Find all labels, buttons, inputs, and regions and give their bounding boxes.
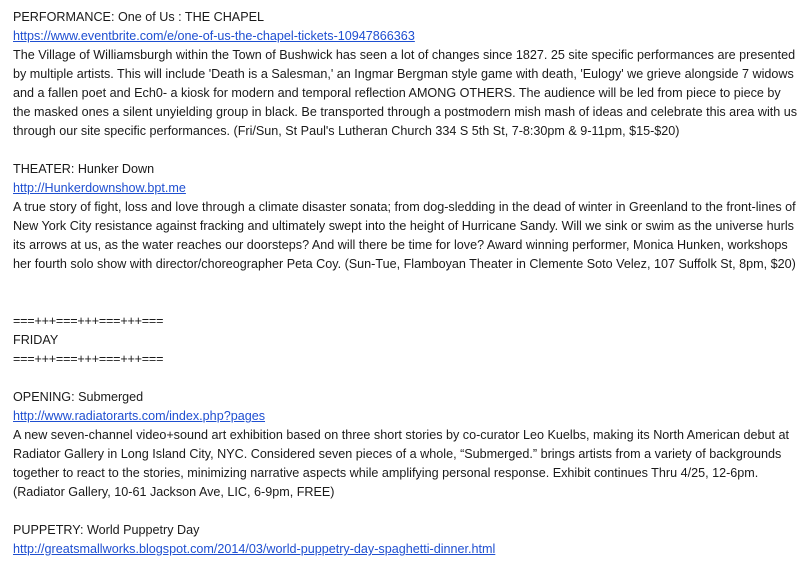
blank-line: [13, 141, 799, 160]
event-entry: [13, 8, 799, 141]
event-title: THEATER: Hunker Down: [13, 162, 155, 176]
section-day-label: FRIDAY: [13, 333, 59, 347]
blank-line: [13, 293, 799, 312]
section-separator: ===+++===+++===+++===: [13, 352, 164, 366]
document-body: [13, 8, 799, 559]
day-section-header: [13, 312, 799, 369]
event-link[interactable]: http://greatsmallworks.blogspot.com/2014/03/world-puppetry-day-spaghetti-dinner.html: [13, 542, 496, 556]
event-description: A true story of fight, loss and love through a climate disaster sonata; from dog-sledding in the dead of winter in Greenland to the front-lines of New York City resistance against fracking and ultimately swept into the height of Hurricane Sandy. Will we sink or swim as the universe hurls its arrows at us, as the water reaches our doorsteps? And will there be time for love? Award winning performer, Monica Hunken, workshops her fourth solo show with director/choreographer Peta Coy. (Sun-Tue, Flamboyan Theater in Clemente Soto Velez, 107 Suffolk St, 8pm, $20): [13, 200, 796, 271]
blank-line: [13, 274, 799, 293]
blank-line: [13, 502, 799, 521]
event-entry: [13, 160, 799, 274]
event-entry: [13, 388, 799, 502]
event-description: The Village of Williamsburgh within the Town of Bushwick has seen a lot of changes since 1827. 25 site specific performances are presented by multiple artists. This will include 'Death is a Salesman,' an Ingmar Bergman style game with death, 'Eulogy' we grieve alongside 7 widows and a fallen poet and Ech0- a kiosk for modern and temporal reflection AMONG OTHERS. The audience will be led from piece to piece by the masked ones a silent unyielding group in black. Be transported through a postmodern mish mash of ideas and celebrate this area with us through our site specific performances. (Fri/Sun, St Paul's Lutheran Church 334 S 5th St, 7-8:30pm & 9-11pm, $15-$20): [13, 48, 798, 138]
event-entry: [13, 521, 799, 559]
event-description: A new seven-channel video+sound art exhibition based on three short stories by co-curator Leo Kuelbs, making its North American debut at Radiator Gallery in Long Island City, NYC. Considered seven pieces of a whole, “Submerged.” brings artists from a variety of backgrounds together to react to the stories, minimizing narrative aspects while amplifying personal response. Exhibit continues Thru 4/25, 12-6pm. (Radiator Gallery, 10-61 Jackson Ave, LIC, 6-9pm, FREE): [13, 428, 790, 499]
event-title: PERFORMANCE: One of Us : THE CHAPEL: [13, 10, 265, 24]
event-title: PUPPETRY: World Puppetry Day: [13, 523, 200, 537]
event-link[interactable]: http://www.radiatorarts.com/index.php?pages: [13, 409, 266, 423]
event-link[interactable]: http://Hunkerdownshow.bpt.me: [13, 181, 186, 195]
section-separator: ===+++===+++===+++===: [13, 314, 164, 328]
event-title: OPENING: Submerged: [13, 390, 144, 404]
blank-line: [13, 369, 799, 388]
event-link[interactable]: https://www.eventbrite.com/e/one-of-us-the-chapel-tickets-10947866363: [13, 29, 415, 43]
